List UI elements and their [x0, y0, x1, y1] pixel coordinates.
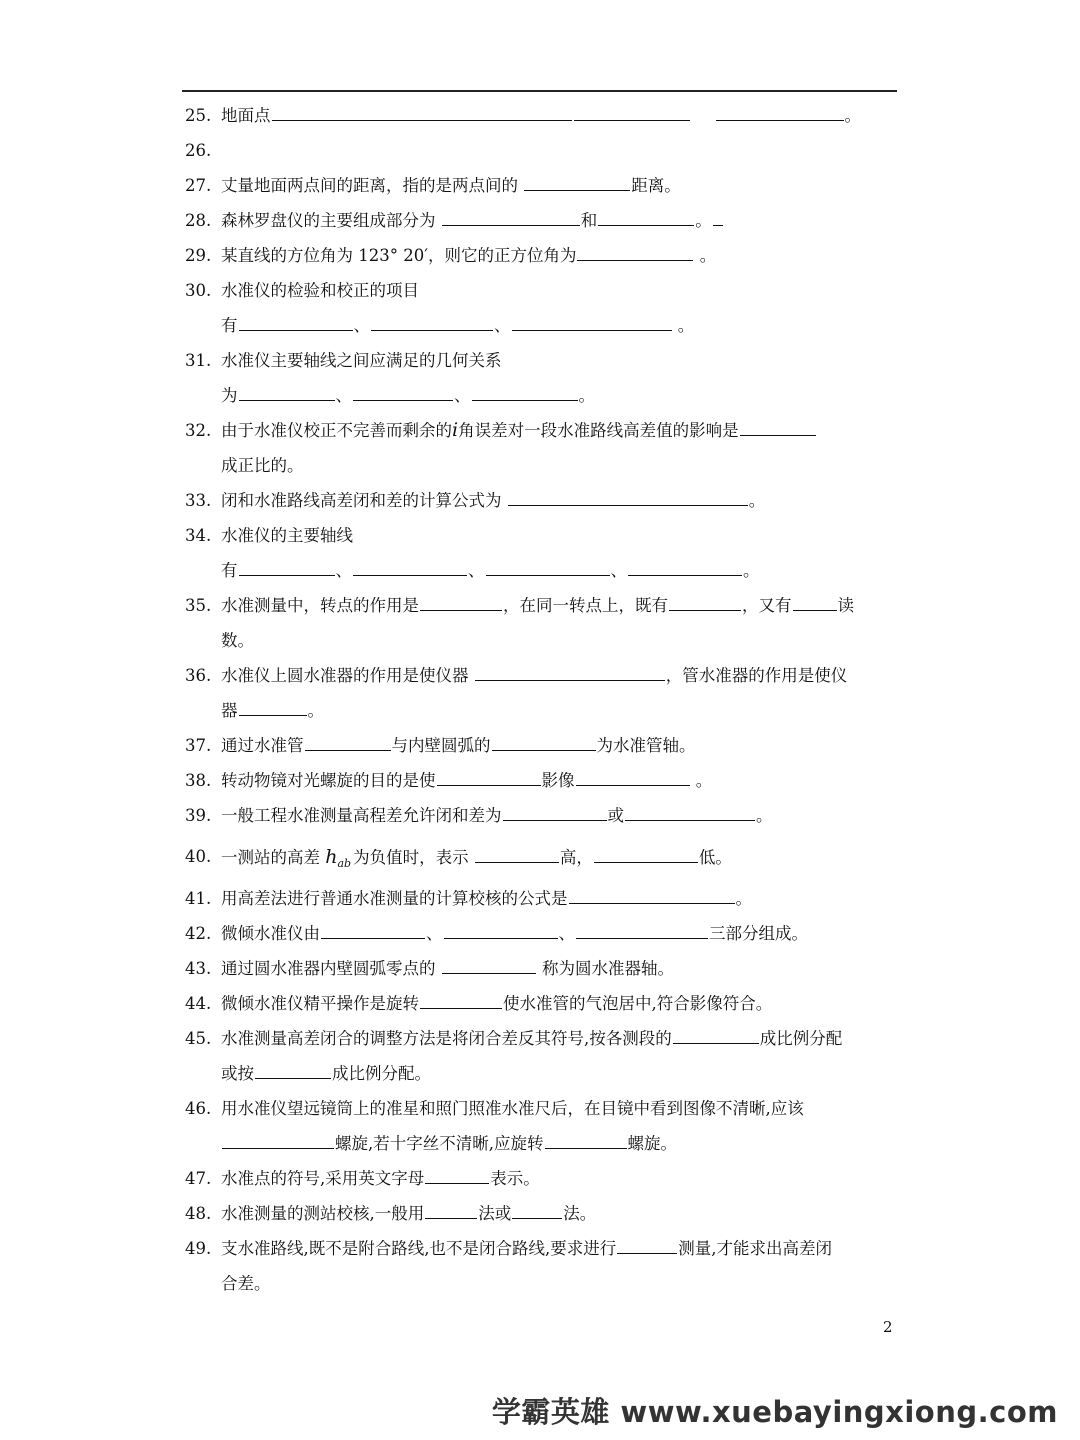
- answer-blank[interactable]: [713, 211, 723, 226]
- answer-blank[interactable]: [594, 848, 698, 863]
- question-text: [221, 763, 712, 798]
- text-segment: 用水准仪望远镜筒上的准星和照门照准水准尺后，在目镜中看到图像不清晰,应该: [221, 1099, 804, 1118]
- question-line: [185, 133, 897, 168]
- answer-blank[interactable]: [673, 1029, 759, 1044]
- answer-blank[interactable]: [569, 889, 735, 904]
- math-symbol: i: [452, 419, 459, 441]
- question-line: [185, 203, 897, 238]
- question-number: 39.: [185, 806, 212, 825]
- answer-blank[interactable]: [321, 924, 425, 939]
- question-line: [185, 413, 897, 448]
- text-segment: 通过圆水准器内壁圆弧零点的: [221, 959, 441, 978]
- math-subscript: ab: [337, 857, 352, 870]
- text-segment: 。: [690, 771, 713, 790]
- text-segment: 一测站的高差: [221, 848, 326, 867]
- text-segment: 器: [221, 701, 238, 720]
- question-line: [185, 1161, 897, 1196]
- text-segment: 称为圆水准器轴。: [536, 959, 674, 978]
- text-segment: ，在同一转点上，既有: [503, 596, 668, 615]
- answer-blank[interactable]: [598, 211, 694, 226]
- question-text: [221, 343, 502, 378]
- answer-blank[interactable]: [371, 316, 493, 331]
- question-text: [221, 483, 765, 518]
- question-line: [185, 623, 897, 658]
- text-segment: 为: [221, 386, 238, 405]
- answer-blank[interactable]: [475, 666, 665, 681]
- text-segment: 读: [837, 596, 854, 615]
- question-text: [221, 238, 716, 273]
- question-line: [185, 1021, 897, 1056]
- question-line: [185, 238, 897, 273]
- question-text: [221, 168, 681, 203]
- question-line: [185, 1056, 897, 1091]
- question-text: [221, 1266, 271, 1301]
- text-segment: 、: [353, 316, 370, 335]
- math-symbol: h: [325, 846, 338, 868]
- text-segment: 某直线的方位角为 123° 20′，则它的正方位角为: [221, 246, 577, 265]
- text-segment: 地面点: [221, 106, 271, 125]
- text-segment: 森林罗盘仪的主要组成部分为: [221, 211, 441, 230]
- answer-blank[interactable]: [545, 1134, 627, 1149]
- question-line: [185, 273, 897, 308]
- answer-blank[interactable]: [574, 106, 690, 121]
- answer-blank[interactable]: [740, 421, 816, 436]
- question-line: [185, 951, 897, 986]
- text-segment: 螺旋。: [627, 1134, 677, 1153]
- question-text: [221, 881, 752, 916]
- watermark: 学霸英雄 www.xuebayingxiong.com: [491, 1395, 1058, 1429]
- question-line: [185, 833, 897, 881]
- text-segment: 。: [844, 106, 861, 125]
- text-segment: 、: [335, 386, 352, 405]
- question-line: [185, 448, 897, 483]
- question-line: [185, 986, 897, 1021]
- text-segment: 、: [426, 924, 443, 943]
- question-text: [221, 588, 854, 623]
- text-segment: 距离。: [631, 176, 681, 195]
- question-line: [185, 916, 897, 951]
- text-segment: 。: [748, 491, 766, 510]
- question-text: [221, 448, 304, 483]
- text-segment: 、: [558, 924, 575, 943]
- answer-blank[interactable]: [442, 959, 536, 974]
- question-line: [185, 763, 897, 798]
- answer-blank[interactable]: [353, 386, 453, 401]
- answer-blank[interactable]: [512, 1204, 562, 1219]
- question-line: [185, 1231, 897, 1266]
- answer-blank[interactable]: [486, 561, 610, 576]
- text-segment: 。: [694, 246, 717, 265]
- question-line: [185, 1091, 897, 1126]
- answer-blank[interactable]: [437, 771, 541, 786]
- question-number: 47.: [185, 1169, 212, 1188]
- question-text: [221, 693, 324, 728]
- question-text: [221, 986, 772, 1021]
- text-segment: 。: [672, 316, 695, 335]
- question-line: [185, 483, 897, 518]
- question-number: 33.: [185, 491, 212, 510]
- question-number: 38.: [185, 771, 212, 790]
- question-line: [185, 518, 897, 553]
- text-segment: 和: [580, 211, 598, 230]
- text-segment: 由于水准仪校正不完善而剩余的: [221, 421, 452, 440]
- text-segment: 水准仪上圆水准器的作用是使仪器: [221, 666, 474, 685]
- text-segment: 有: [221, 316, 238, 335]
- question-number: 42.: [185, 924, 212, 943]
- question-list: [185, 98, 897, 1301]
- text-segment: 微倾水准仪由: [221, 924, 320, 943]
- header-rule: [182, 90, 897, 92]
- question-line: [185, 798, 897, 833]
- question-text: [221, 1056, 431, 1091]
- text-segment: 测量,才能求出高差闭: [678, 1239, 832, 1258]
- text-segment: 微倾水准仪精平操作是旋转: [221, 994, 419, 1013]
- text-segment: 成比例分配。: [332, 1064, 431, 1083]
- answer-blank[interactable]: [239, 701, 307, 716]
- answer-blank[interactable]: [305, 736, 391, 751]
- question-number: 26.: [185, 141, 212, 160]
- question-number: 48.: [185, 1204, 212, 1223]
- answer-blank[interactable]: [617, 1239, 677, 1254]
- question-number: 30.: [185, 281, 212, 300]
- question-text: [221, 1091, 804, 1126]
- question-text: [221, 798, 773, 833]
- question-text: [221, 833, 732, 888]
- question-number: 40.: [185, 847, 212, 866]
- answer-blank[interactable]: [239, 386, 335, 401]
- text-segment: 水准仪的检验和校正的项目: [221, 281, 419, 300]
- text-segment: 高，: [559, 848, 593, 867]
- text-segment: 水准测量中，转点的作用是: [221, 596, 419, 615]
- answer-blank[interactable]: [492, 736, 596, 751]
- answer-blank[interactable]: [239, 316, 353, 331]
- question-line: [185, 1126, 897, 1161]
- answer-blank[interactable]: [512, 316, 672, 331]
- question-number: 37.: [185, 736, 212, 755]
- answer-blank[interactable]: [577, 246, 693, 261]
- answer-blank[interactable]: [669, 596, 741, 611]
- question-text: [221, 623, 254, 658]
- text-segment: 转动物镜对光螺旋的目的是使: [221, 771, 436, 790]
- text-segment: 、: [335, 561, 352, 580]
- question-text: [221, 413, 817, 448]
- question-line: [185, 308, 897, 343]
- question-number: 44.: [185, 994, 212, 1013]
- text-segment: 与内壁圆弧的: [391, 736, 491, 755]
- question-number: 25.: [185, 106, 212, 125]
- question-line: [185, 588, 897, 623]
- answer-blank[interactable]: [503, 806, 607, 821]
- question-line: [185, 1196, 897, 1231]
- question-number: 46.: [185, 1099, 212, 1118]
- text-segment: 用高差法进行普通水准测量的计算校核的公式是: [221, 889, 568, 908]
- answer-blank[interactable]: [420, 596, 502, 611]
- text-segment: 成正比的。: [221, 456, 304, 475]
- text-segment: 合差。: [221, 1274, 271, 1293]
- text-segment: 。: [695, 211, 712, 230]
- answer-blank[interactable]: [222, 1134, 334, 1149]
- text-segment: 成比例分配: [759, 1029, 843, 1048]
- text-segment: 。: [307, 701, 324, 720]
- question-text: [221, 951, 674, 986]
- question-text: [221, 1161, 540, 1196]
- question-line: [185, 98, 897, 133]
- answer-blank[interactable]: [508, 491, 748, 506]
- text-segment: 。: [735, 889, 752, 908]
- question-text: [221, 308, 694, 343]
- question-number: 35.: [185, 596, 212, 615]
- question-line: [185, 658, 897, 693]
- question-text: [221, 98, 861, 133]
- answer-blank[interactable]: [353, 561, 467, 576]
- answer-blank[interactable]: [420, 994, 502, 1009]
- question-number: 31.: [185, 351, 212, 370]
- question-number: 28.: [185, 211, 212, 230]
- question-text: [221, 658, 847, 693]
- text-segment: 为水准管轴。: [596, 736, 696, 755]
- question-line: [185, 1266, 897, 1301]
- answer-blank[interactable]: [628, 561, 742, 576]
- question-text: [221, 1126, 677, 1161]
- text-segment: 、: [610, 561, 627, 580]
- question-text: [221, 728, 696, 763]
- text-segment: 水准仪主要轴线之间应满足的几何关系: [221, 351, 502, 370]
- text-segment: ，又有: [742, 596, 792, 615]
- answer-blank[interactable]: [576, 771, 690, 786]
- answer-blank[interactable]: [716, 106, 844, 121]
- question-line: [185, 168, 897, 203]
- text-segment: 。: [756, 806, 773, 825]
- question-number: 34.: [185, 526, 212, 545]
- question-text: [221, 553, 760, 588]
- text-segment: 、: [494, 316, 511, 335]
- text-segment: 水准点的符号,采用英文字母: [221, 1169, 425, 1188]
- answer-blank[interactable]: [444, 924, 558, 939]
- text-segment: 法。: [563, 1204, 597, 1223]
- question-number: 29.: [185, 246, 212, 265]
- answer-blank[interactable]: [442, 211, 580, 226]
- text-segment: 丈量地面两点间的距离，指的是两点间的: [221, 176, 524, 195]
- answer-blank[interactable]: [475, 848, 559, 863]
- text-segment: 角误差对一段水准路线高差值的影响是: [458, 421, 739, 440]
- text-segment: 。: [578, 386, 595, 405]
- answer-blank[interactable]: [425, 1204, 477, 1219]
- text-segment: 表示。: [490, 1169, 540, 1188]
- text-segment: 影像: [541, 771, 575, 790]
- text-segment: 支水准路线,既不是附合路线,也不是闭合路线,要求进行: [221, 1239, 617, 1258]
- answer-blank[interactable]: [425, 1169, 489, 1184]
- text-segment: 或按: [221, 1064, 254, 1083]
- question-number: 41.: [185, 889, 212, 908]
- text-segment: 一般工程水准测量高程差允许闭和差为: [221, 806, 502, 825]
- answer-blank[interactable]: [239, 561, 335, 576]
- answer-blank[interactable]: [255, 1064, 331, 1079]
- text-segment: 螺旋,若十字丝不清晰,应旋转: [335, 1134, 544, 1153]
- page-number: 2: [883, 1318, 893, 1336]
- text-segment: 水准仪的主要轴线: [221, 526, 353, 545]
- text-segment: 。: [743, 561, 760, 580]
- question-number: 36.: [185, 666, 212, 685]
- text-segment: 使水准管的气泡居中,符合影像符合。: [503, 994, 773, 1013]
- question-text: [221, 378, 595, 413]
- text-segment: 通过水准管: [221, 736, 304, 755]
- text-segment: 水准测量高差闭合的调整方法是将闭合差反其符号,按各测段的: [221, 1029, 672, 1048]
- text-segment: 三部分组成。: [709, 924, 808, 943]
- text-segment: 水准测量的测站校核,一般用: [221, 1204, 425, 1223]
- question-number: 27.: [185, 176, 212, 195]
- question-line: [185, 728, 897, 763]
- question-number: 32.: [185, 421, 212, 440]
- text-segment: 、: [468, 561, 485, 580]
- answer-blank[interactable]: [793, 596, 837, 611]
- question-line: [185, 343, 897, 378]
- text-segment: 低。: [698, 848, 732, 867]
- answer-blank[interactable]: [625, 806, 755, 821]
- text-segment: 闭和水准路线高差闭和差的计算公式为: [221, 491, 507, 510]
- question-text: [221, 273, 419, 308]
- answer-blank[interactable]: [576, 924, 708, 939]
- question-number: 45.: [185, 1029, 212, 1048]
- text-segment: 、: [454, 386, 471, 405]
- text-segment: 数。: [221, 631, 254, 650]
- question-text: [221, 916, 808, 951]
- question-line: [185, 693, 897, 728]
- text-segment: 有: [221, 561, 238, 580]
- text-segment: 为负值时，表示: [353, 848, 474, 867]
- question-text: [221, 203, 724, 238]
- answer-blank[interactable]: [272, 106, 572, 121]
- question-line: [185, 378, 897, 413]
- question-text: [221, 1021, 842, 1056]
- question-text: [221, 518, 353, 553]
- question-line: [185, 881, 897, 916]
- question-line: [185, 553, 897, 588]
- text-segment: ，管水准器的作用是使仪: [665, 666, 848, 685]
- answer-blank[interactable]: [524, 176, 630, 191]
- question-text: [221, 1196, 596, 1231]
- text-segment: 或: [607, 806, 624, 825]
- answer-blank[interactable]: [472, 386, 578, 401]
- question-number: 49.: [185, 1239, 212, 1258]
- question-number: 43.: [185, 959, 212, 978]
- question-text: [221, 1231, 832, 1266]
- text-segment: 法或: [478, 1204, 512, 1223]
